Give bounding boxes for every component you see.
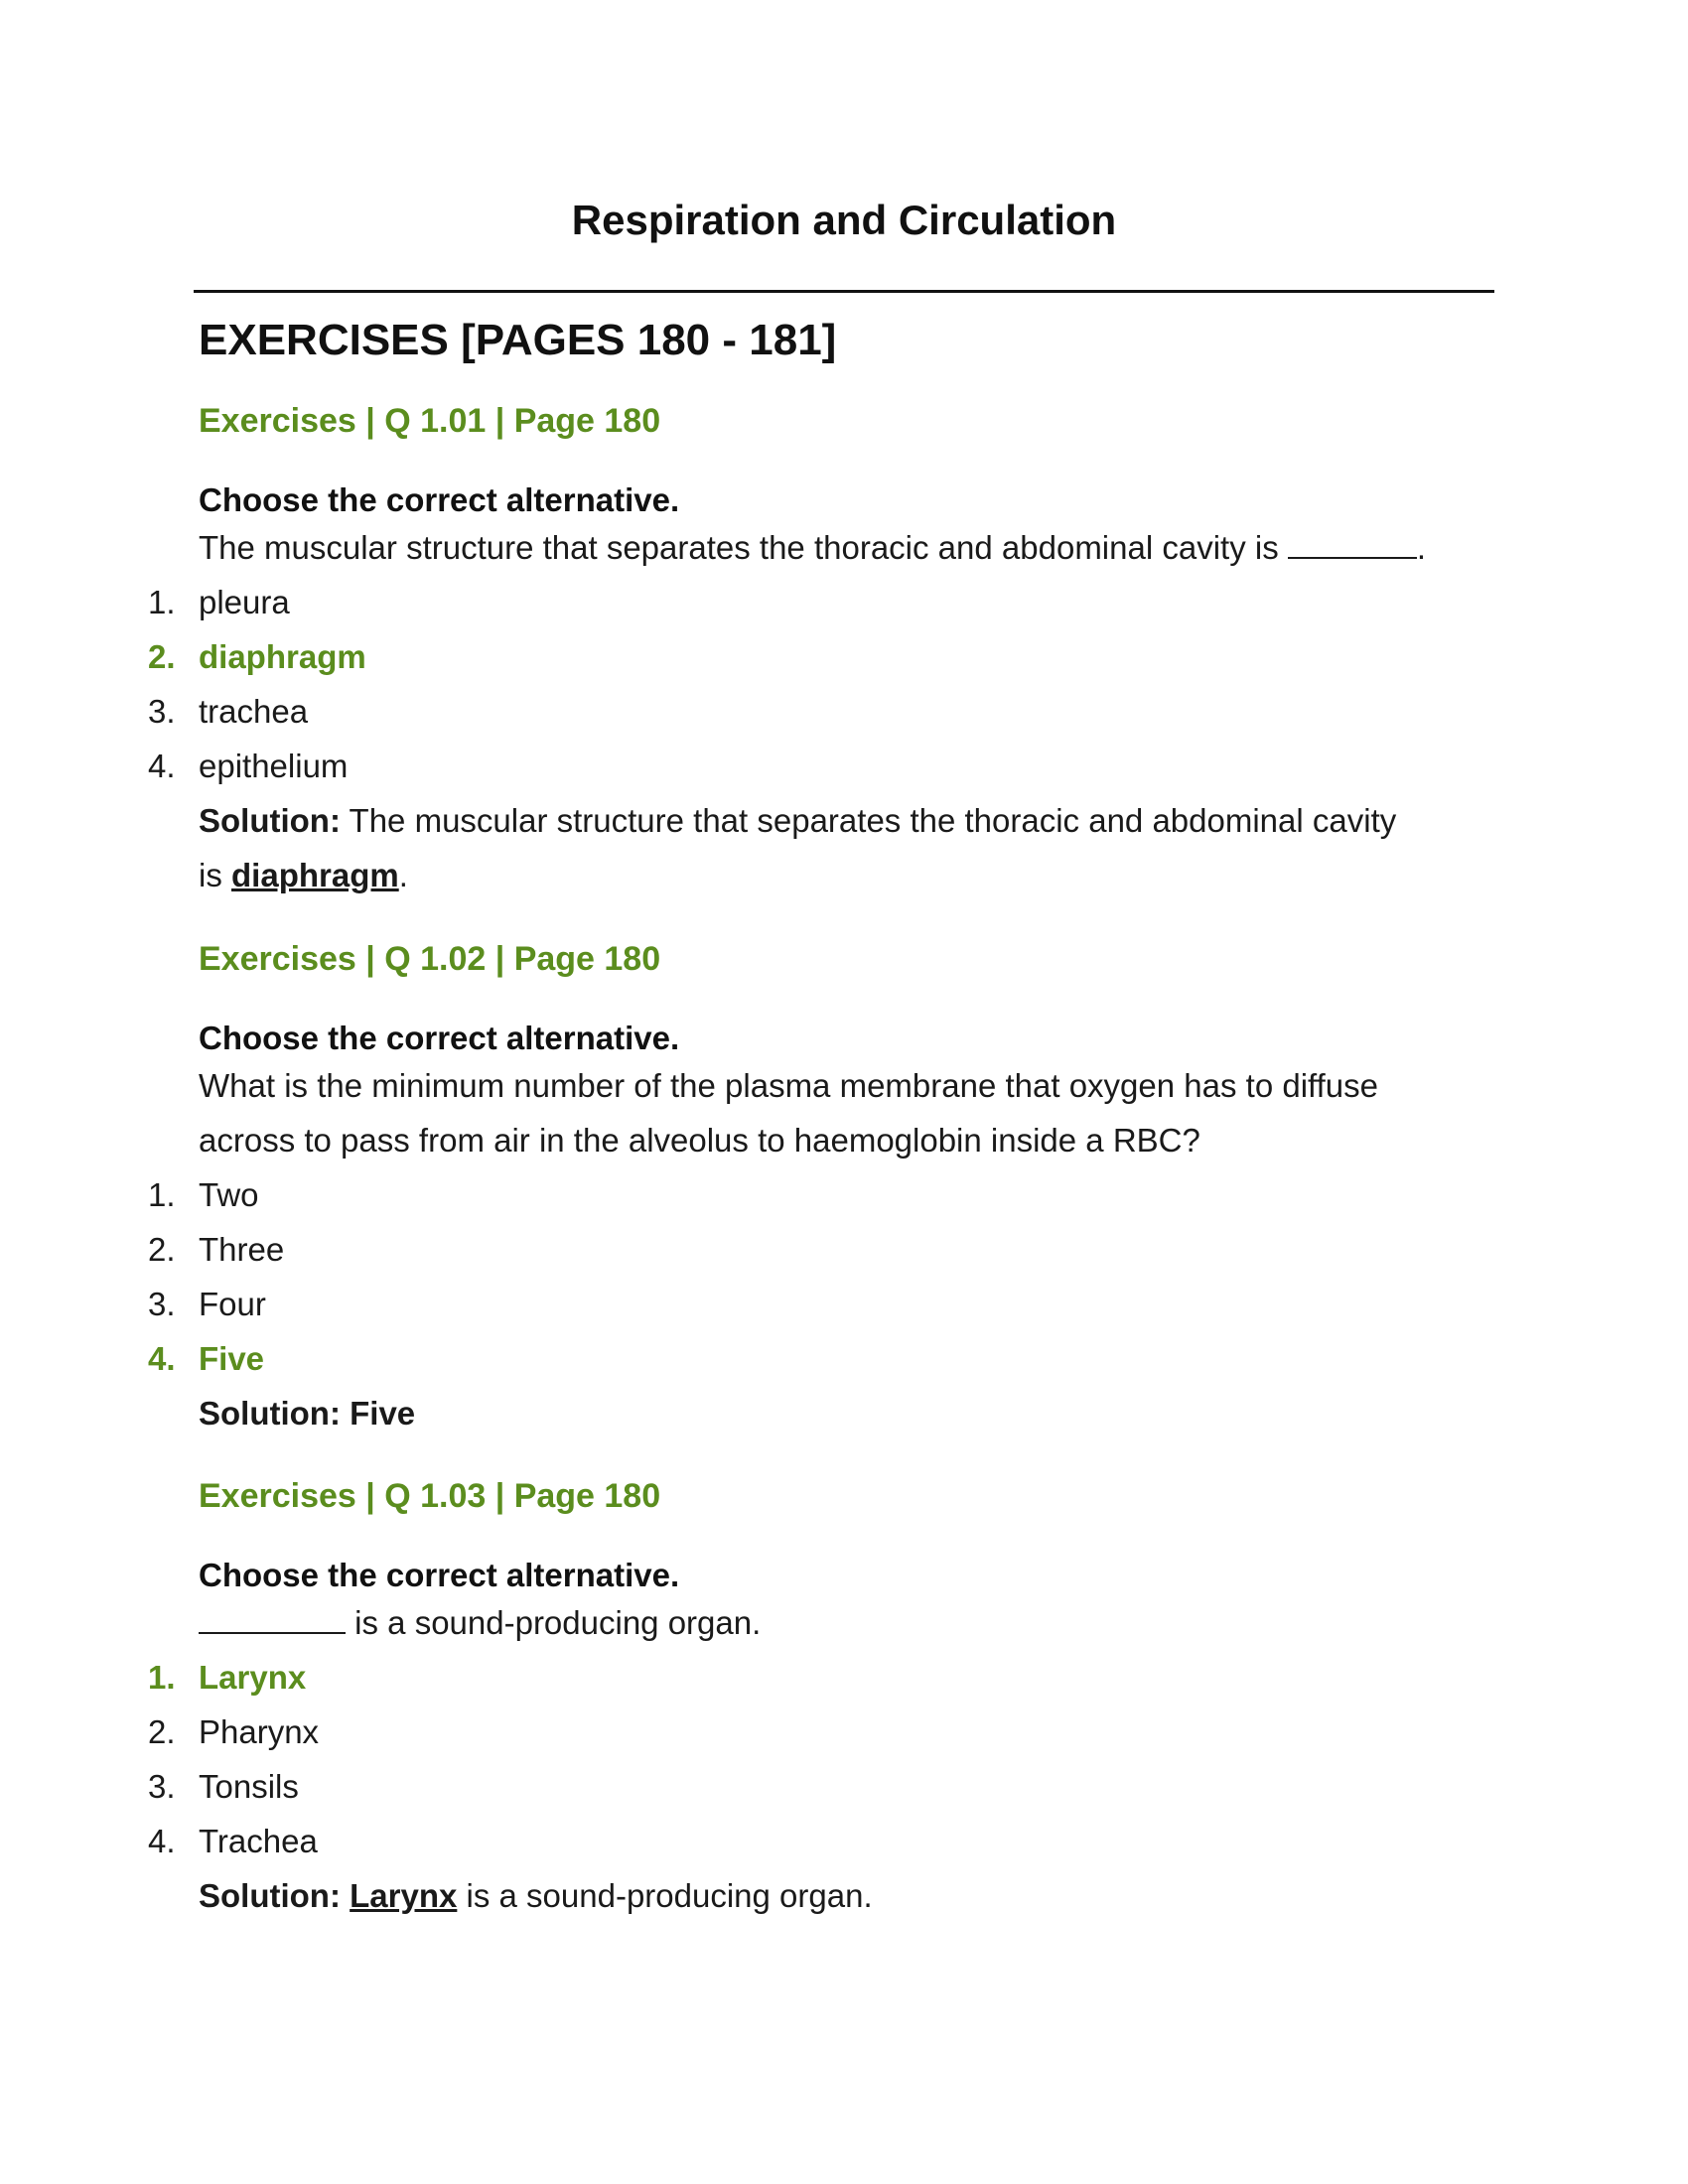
solution-answer: Larynx	[350, 1877, 458, 1914]
question-text-line: What is the minimum number of the plasma membrane that oxygen has to diffuse	[199, 1067, 1378, 1104]
answer-blank	[199, 1632, 346, 1634]
option-label: Four	[199, 1286, 266, 1322]
question-instruction: Choose the correct alternative.	[199, 1020, 680, 1056]
solution-label: Solution:	[199, 1877, 341, 1914]
solution-line: The muscular structure that separates the thoracic and abdominal cavity	[349, 802, 1397, 839]
question-reference: Exercises | Q 1.03 | Page 180	[199, 1477, 661, 1515]
options-list	[148, 575, 1489, 793]
question-reference: Exercises | Q 1.02 | Page 180	[199, 940, 661, 978]
option-number: 2.	[148, 638, 176, 675]
options-list	[148, 1650, 1489, 1868]
section-heading: EXERCISES [PAGES 180 - 181]	[199, 316, 837, 364]
question-text	[199, 520, 1489, 575]
question-text-part: is a sound-producing organ.	[354, 1604, 762, 1641]
question-text-line: across to pass from air in the alveolus to haemoglobin inside a RBC?	[199, 1122, 1200, 1159]
title-divider	[194, 290, 1494, 293]
option-label: epithelium	[199, 748, 349, 784]
solution-suffix: .	[398, 857, 408, 893]
option-item	[148, 1705, 1489, 1759]
solution-text	[199, 793, 1489, 848]
question-text	[199, 1058, 1489, 1167]
solution-text	[199, 1868, 1489, 1923]
option-item-correct	[148, 1650, 1489, 1705]
option-label: Two	[199, 1176, 259, 1213]
question-reference: Exercises | Q 1.01 | Page 180	[199, 402, 661, 440]
option-label: Pharynx	[199, 1713, 320, 1750]
page-title: Respiration and Circulation	[571, 197, 1117, 243]
option-number: 4.	[148, 748, 176, 784]
option-item	[148, 684, 1489, 739]
option-number: 3.	[148, 1286, 176, 1322]
option-number: 2.	[148, 1713, 176, 1750]
question-text-part: .	[1416, 529, 1427, 566]
option-item	[148, 1277, 1489, 1331]
option-item	[148, 1759, 1489, 1814]
question-instruction: Choose the correct alternative.	[199, 481, 680, 518]
option-label: Three	[199, 1231, 285, 1268]
option-item	[148, 1222, 1489, 1277]
option-label: Trachea	[199, 1823, 318, 1859]
option-label: pleura	[199, 584, 290, 620]
option-number: 1.	[148, 584, 176, 620]
option-item	[148, 739, 1489, 793]
question-text-part: The muscular structure that separates the thoracic and abdominal cavity is	[199, 529, 1279, 566]
option-number: 2.	[148, 1231, 176, 1268]
option-number: 4.	[148, 1340, 176, 1377]
question-instruction: Choose the correct alternative.	[199, 1557, 680, 1593]
question-block	[148, 1476, 1489, 1923]
option-number: 3.	[148, 1768, 176, 1805]
solution-prefix: is	[199, 857, 222, 893]
option-item-correct	[148, 629, 1489, 684]
question-block	[148, 939, 1489, 1440]
option-label: trachea	[199, 693, 309, 730]
option-number: 1.	[148, 1176, 176, 1213]
solution-suffix: is a sound-producing organ.	[466, 1877, 873, 1914]
option-item-correct	[148, 1331, 1489, 1386]
option-label: diaphragm	[199, 638, 366, 675]
question-text	[199, 1595, 1489, 1650]
answer-blank	[1288, 557, 1417, 559]
option-item	[148, 575, 1489, 629]
solution-answer: diaphragm	[231, 857, 399, 893]
option-number: 1.	[148, 1659, 176, 1696]
option-item	[148, 1167, 1489, 1222]
option-item	[148, 1814, 1489, 1868]
question-block	[148, 401, 1489, 902]
solution-text	[199, 848, 1489, 902]
solution-text: Solution: Five	[199, 1395, 416, 1432]
options-list	[148, 1167, 1489, 1386]
option-label: Five	[199, 1340, 265, 1377]
option-label: Tonsils	[199, 1768, 299, 1805]
option-number: 3.	[148, 693, 176, 730]
solution-label: Solution:	[199, 802, 341, 839]
option-label: Larynx	[199, 1659, 307, 1696]
option-number: 4.	[148, 1823, 176, 1859]
